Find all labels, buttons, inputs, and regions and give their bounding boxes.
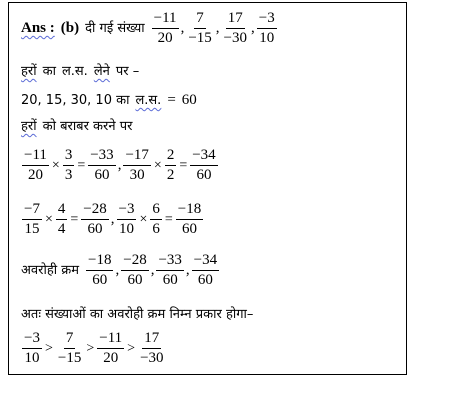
- descending-order-line: अवरोही क्रम $\frac{-18}{60}$ , $\frac{-28}{60}$ , $\frac{-33}{60}$ , $\frac{-34}{60}$: [21, 252, 218, 288]
- fraction: $\frac{-28}{60}$: [83, 201, 107, 237]
- fraction: $\frac{2}{2}$: [166, 147, 175, 183]
- fraction: $\frac{17}{-30}$: [140, 330, 164, 366]
- fraction: $\frac{-11}{20}$: [153, 10, 177, 46]
- fraction: $\frac{-18}{60}$: [88, 252, 112, 288]
- lcm-intro-line: हरों का ल.स. लेने पर –: [21, 64, 140, 79]
- fraction: $\frac{-17}{30}$: [125, 147, 149, 183]
- fraction: $\frac{-11}{20}$: [99, 330, 123, 366]
- fraction: $\frac{-18}{60}$: [177, 201, 202, 237]
- ans-label: Ans :: [21, 20, 55, 36]
- descending-label: अवरोही क्रम: [21, 263, 80, 278]
- conclusion-line: अतः संख्याओं का अवरोही क्रम निम्न प्रकार होगा–: [21, 307, 254, 322]
- fraction: $\frac{-3}{10}$: [24, 330, 40, 366]
- final-order-line: $\frac{-3}{10}$ > $\frac{7}{-15}$ > $\frac{-11}{20}$ > $\frac{17}{-30}$: [24, 330, 164, 366]
- fraction: $\frac{7}{-15}$: [188, 10, 212, 46]
- fraction: $\frac{7}{-15}$: [57, 330, 82, 366]
- fraction: $\frac{4}{4}$: [57, 201, 66, 237]
- fraction: $\frac{-3}{10}$: [118, 201, 135, 237]
- option-label: (b): [60, 20, 80, 36]
- fraction: $\frac{-34}{60}$: [193, 252, 218, 288]
- lcm-result-line: 20, 15, 30, 10 का ल.स. = 60: [21, 92, 197, 108]
- fraction: $\frac{3}{3}$: [64, 147, 73, 183]
- fraction: $\frac{-33}{60}$: [158, 252, 182, 288]
- equalize-line: हरों को बराबर करने पर: [21, 119, 133, 134]
- fraction: $\frac{-33}{60}$: [90, 147, 114, 183]
- fraction: $\frac{6}{6}$: [152, 201, 160, 237]
- conversion-line-1: $\frac{-11}{20}$ × $\frac{3}{3}$ = $\frac{-33}{60}$ , $\frac{-17}{30}$ × $\frac{2}{2}$ = $\frac{-34}{60}$: [24, 147, 216, 183]
- fraction: $\frac{-34}{60}$: [192, 147, 216, 183]
- fraction: $\frac{17}{-30}$: [223, 10, 247, 46]
- fraction: $\frac{-11}{20}$: [24, 147, 47, 183]
- solution-box: [8, 2, 407, 375]
- conversion-line-2: $\frac{-7}{15}$ × $\frac{4}{4}$ = $\frac{-28}{60}$ , $\frac{-3}{10}$ × $\frac{6}{6}$ = $\frac{-18}{60}$: [24, 201, 202, 237]
- fraction: $\frac{-7}{15}$: [24, 201, 40, 237]
- fraction: $\frac{-3}{10}$: [258, 10, 275, 46]
- fraction: $\frac{-28}{60}$: [123, 252, 147, 288]
- ans-line: Ans : (b) दी गई संख्या $\frac{-11}{20}$ , $\frac{7}{-15}$ , $\frac{17}{-30}$ , $\frac{-3}{10}$: [21, 10, 275, 46]
- given-numbers-text: दी गई संख्या: [85, 21, 145, 36]
